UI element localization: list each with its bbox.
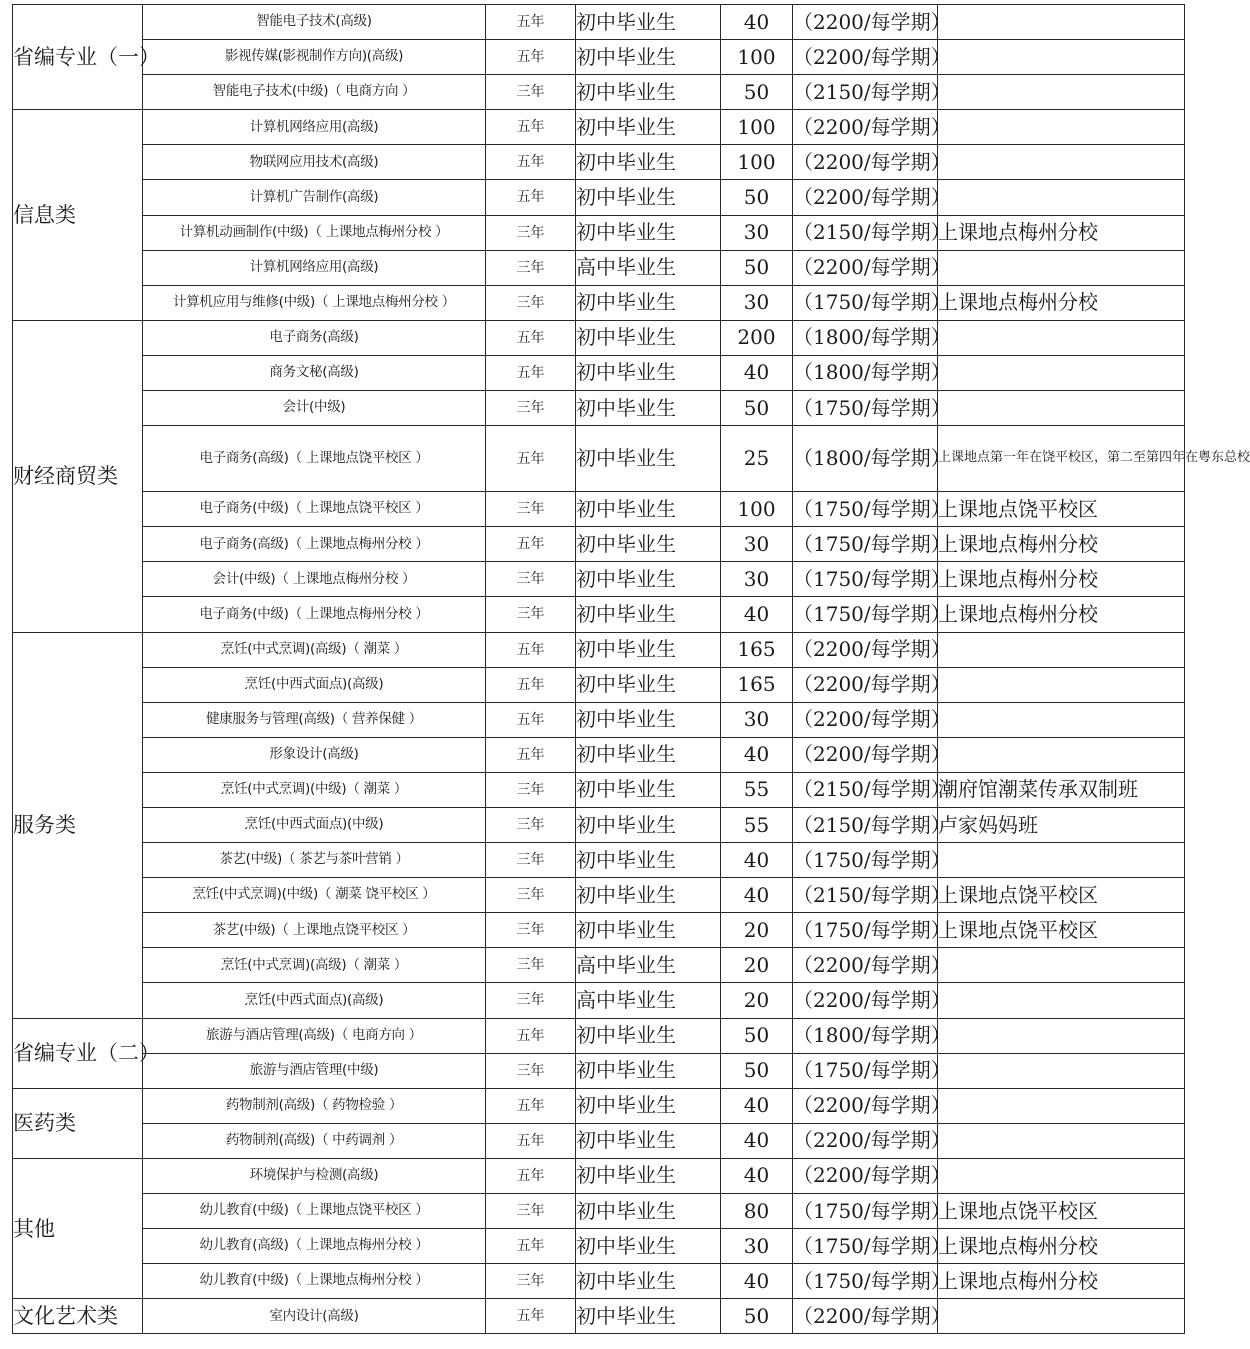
fee-cell: （2200/每学期） [793,948,938,983]
major-cell: 烹饪(中式烹调)(高级)（ 潮菜 ） [143,632,486,667]
major-cell: 电子商务(中级)（ 上课地点梅州分校 ） [143,597,486,632]
quota-cell: 30 [721,285,793,320]
table-row [13,1123,1185,1158]
major-cell: 计算机应用与维修(中级)（ 上课地点梅州分校 ） [143,285,486,320]
target-cell: 初中毕业生 [576,772,721,807]
table-row [13,667,1185,702]
table-row [13,702,1185,737]
note-cell [938,1299,1185,1334]
fee-cell: （2150/每学期） [793,215,938,250]
fee-cell: （1750/每学期） [793,843,938,878]
table-row [13,110,1185,145]
table-row [13,878,1185,913]
table-row [13,250,1185,285]
fee-cell: （2200/每学期） [793,702,938,737]
table-row [13,492,1185,527]
target-cell: 初中毕业生 [576,1053,721,1088]
target-cell: 初中毕业生 [576,597,721,632]
table-row [13,1088,1185,1123]
table-row [13,180,1185,215]
fee-cell: （2200/每学期） [793,1088,938,1123]
fee-cell: （2150/每学期） [793,772,938,807]
fee-cell: （2150/每学期） [793,807,938,842]
target-cell: 初中毕业生 [576,702,721,737]
note-cell [938,1123,1185,1158]
fee-cell: （2200/每学期） [793,632,938,667]
note-cell [938,948,1185,983]
duration-cell: 五年 [486,1158,576,1193]
target-cell: 初中毕业生 [576,632,721,667]
major-cell: 旅游与酒店管理(高级)（ 电商方向 ） [143,1018,486,1053]
note-cell [938,702,1185,737]
fee-cell: （2200/每学期） [793,1299,938,1334]
fee-cell: （2200/每学期） [793,250,938,285]
enrollment-table [12,4,1250,1334]
quota-cell: 40 [721,5,793,40]
fee-cell: （2200/每学期） [793,180,938,215]
major-cell: 烹饪(中式烹调)(中级)（ 潮菜 ） [143,772,486,807]
note-cell: 上课地点梅州分校 [938,285,1185,320]
quota-cell: 30 [721,1229,793,1264]
fee-cell: （1750/每学期） [793,527,938,562]
major-cell: 计算机广告制作(高级) [143,180,486,215]
quota-cell: 55 [721,807,793,842]
quota-cell: 80 [721,1194,793,1229]
duration-cell: 五年 [486,702,576,737]
target-cell: 初中毕业生 [576,320,721,355]
quota-cell: 30 [721,527,793,562]
duration-cell: 三年 [486,215,576,250]
table-row [13,215,1185,250]
fee-cell: （1750/每学期） [793,492,938,527]
major-cell: 健康服务与管理(高级)（ 营养保健 ） [143,702,486,737]
quota-cell: 30 [721,702,793,737]
table-row [13,1264,1185,1299]
target-cell: 初中毕业生 [576,527,721,562]
quota-cell: 50 [721,250,793,285]
note-cell: 上课地点饶平校区 [938,913,1185,948]
note-cell [938,180,1185,215]
fee-cell: （1750/每学期） [793,1229,938,1264]
target-cell: 初中毕业生 [576,110,721,145]
target-cell: 初中毕业生 [576,667,721,702]
duration-cell: 三年 [486,75,576,110]
note-cell [938,1053,1185,1088]
note-cell [938,983,1185,1018]
quota-cell: 40 [721,737,793,772]
duration-cell: 三年 [486,597,576,632]
table-row [13,1194,1185,1229]
major-cell: 计算机网络应用(高级) [143,250,486,285]
major-cell: 电子商务(高级) [143,320,486,355]
major-cell: 形象设计(高级) [143,737,486,772]
quota-cell: 40 [721,1123,793,1158]
fee-cell: （1750/每学期） [793,1053,938,1088]
major-cell: 幼儿教育(高级)（ 上课地点梅州分校 ） [143,1229,486,1264]
target-cell: 初中毕业生 [576,180,721,215]
target-cell: 初中毕业生 [576,1088,721,1123]
fee-cell: （1750/每学期） [793,1194,938,1229]
table-row [13,391,1185,426]
duration-cell: 五年 [486,355,576,390]
note-cell: 潮府馆潮菜传承双制班 [938,772,1185,807]
table-row [13,843,1185,878]
duration-cell: 五年 [486,737,576,772]
target-cell: 初中毕业生 [576,843,721,878]
category-cell: 财经商贸类 [13,320,143,632]
target-cell: 初中毕业生 [576,5,721,40]
fee-cell: （1750/每学期） [793,562,938,597]
duration-cell: 三年 [486,285,576,320]
table-row [13,75,1185,110]
quota-cell: 165 [721,632,793,667]
fee-cell: （2200/每学期） [793,145,938,180]
table-row [13,320,1185,355]
quota-cell: 200 [721,320,793,355]
note-cell [938,1158,1185,1193]
major-cell: 会计(中级) [143,391,486,426]
note-cell: 上课地点饶平校区 [938,1194,1185,1229]
major-cell: 幼儿教育(中级)（ 上课地点饶平校区 ） [143,1194,486,1229]
fee-cell: （1800/每学期） [793,426,938,492]
major-cell: 电子商务(中级)（ 上课地点饶平校区 ） [143,492,486,527]
quota-cell: 40 [721,1158,793,1193]
duration-cell: 五年 [486,145,576,180]
category-cell: 服务类 [13,632,143,1018]
target-cell: 初中毕业生 [576,1229,721,1264]
note-cell [938,1088,1185,1123]
duration-cell: 五年 [486,110,576,145]
duration-cell: 三年 [486,1053,576,1088]
major-cell: 茶艺(中级)（ 茶艺与茶叶营销 ） [143,843,486,878]
duration-cell: 三年 [486,878,576,913]
duration-cell: 三年 [486,843,576,878]
major-cell: 药物制剂(高级)（ 中药调剂 ） [143,1123,486,1158]
table-row [13,737,1185,772]
category-cell: 信息类 [13,110,143,321]
table-row [13,145,1185,180]
note-cell [938,110,1185,145]
major-cell: 电子商务(高级)（ 上课地点饶平校区 ） [143,426,486,492]
major-cell: 商务文秘(高级) [143,355,486,390]
fee-cell: （2150/每学期） [793,878,938,913]
duration-cell: 五年 [486,320,576,355]
major-cell: 烹饪(中西式面点)(高级) [143,667,486,702]
fee-cell: （1750/每学期） [793,913,938,948]
note-cell [938,843,1185,878]
quota-cell: 50 [721,180,793,215]
target-cell: 初中毕业生 [576,1158,721,1193]
duration-cell: 三年 [486,772,576,807]
table-row [13,772,1185,807]
target-cell: 初中毕业生 [576,1018,721,1053]
quota-cell: 50 [721,1018,793,1053]
fee-cell: （2200/每学期） [793,40,938,75]
fee-cell: （1750/每学期） [793,285,938,320]
target-cell: 初中毕业生 [576,391,721,426]
fee-cell: （2200/每学期） [793,110,938,145]
category-cell: 省编专业（二） [13,1018,143,1088]
major-cell: 药物制剂(高级)（ 药物检验 ） [143,1088,486,1123]
target-cell: 初中毕业生 [576,75,721,110]
major-cell: 计算机动画制作(中级)（ 上课地点梅州分校 ） [143,215,486,250]
category-cell: 省编专业（一） [13,5,143,110]
fee-cell: （2200/每学期） [793,5,938,40]
target-cell: 初中毕业生 [576,426,721,492]
quota-cell: 165 [721,667,793,702]
quota-cell: 40 [721,1088,793,1123]
fee-cell: （2200/每学期） [793,983,938,1018]
quota-cell: 100 [721,492,793,527]
fee-cell: （2150/每学期） [793,75,938,110]
target-cell: 初中毕业生 [576,355,721,390]
duration-cell: 三年 [486,983,576,1018]
major-cell: 环境保护与检测(高级) [143,1158,486,1193]
target-cell: 高中毕业生 [576,983,721,1018]
quota-cell: 50 [721,75,793,110]
target-cell: 初中毕业生 [576,1264,721,1299]
table-row [13,807,1185,842]
target-cell: 初中毕业生 [576,807,721,842]
target-cell: 初中毕业生 [576,215,721,250]
note-cell: 上课地点饶平校区 [938,878,1185,913]
quota-cell: 40 [721,355,793,390]
note-cell: 上课地点梅州分校 [938,215,1185,250]
major-cell: 幼儿教育(中级)（ 上课地点梅州分校 ） [143,1264,486,1299]
major-cell: 烹饪(中式烹调)(高级)（ 潮菜 ） [143,948,486,983]
table-row [13,632,1185,667]
note-cell: 上课地点梅州分校 [938,562,1185,597]
note-cell: 上课地点梅州分校 [938,1229,1185,1264]
note-cell [938,667,1185,702]
quota-cell: 30 [721,215,793,250]
table-row [13,1229,1185,1264]
major-cell: 旅游与酒店管理(中级) [143,1053,486,1088]
target-cell: 初中毕业生 [576,878,721,913]
enrollment-table-body [13,5,1250,1334]
fee-cell: （1750/每学期） [793,1264,938,1299]
quota-cell: 100 [721,40,793,75]
duration-cell: 五年 [486,1018,576,1053]
major-cell: 物联网应用技术(高级) [143,145,486,180]
target-cell: 初中毕业生 [576,1123,721,1158]
target-cell: 初中毕业生 [576,1299,721,1334]
quota-cell: 50 [721,391,793,426]
fee-cell: （1750/每学期） [793,597,938,632]
target-cell: 初中毕业生 [576,737,721,772]
table-row [13,40,1185,75]
duration-cell: 五年 [486,5,576,40]
quota-cell: 30 [721,562,793,597]
note-cell [938,75,1185,110]
table-row [13,1018,1185,1053]
quota-cell: 25 [721,426,793,492]
major-cell: 智能电子技术(中级)（ 电商方向 ） [143,75,486,110]
table-row [13,1299,1185,1334]
duration-cell: 三年 [486,1194,576,1229]
duration-cell: 五年 [486,40,576,75]
table-row [13,597,1185,632]
fee-cell: （1800/每学期） [793,1018,938,1053]
duration-cell: 五年 [486,632,576,667]
quota-cell: 40 [721,1264,793,1299]
quota-cell: 100 [721,145,793,180]
major-cell: 烹饪(中式烹调)(中级)（ 潮菜 饶平校区 ） [143,878,486,913]
quota-cell: 20 [721,948,793,983]
duration-cell: 五年 [486,180,576,215]
table-row [13,562,1185,597]
fee-cell: （1800/每学期） [793,320,938,355]
fee-cell: （1800/每学期） [793,355,938,390]
note-cell: 上课地点梅州分校 [938,597,1185,632]
target-cell: 初中毕业生 [576,40,721,75]
major-cell: 会计(中级)（ 上课地点梅州分校 ） [143,562,486,597]
duration-cell: 五年 [486,426,576,492]
target-cell: 初中毕业生 [576,145,721,180]
duration-cell: 三年 [486,1264,576,1299]
fee-cell: （2200/每学期） [793,667,938,702]
quota-cell: 55 [721,772,793,807]
target-cell: 初中毕业生 [576,913,721,948]
quota-cell: 40 [721,878,793,913]
fee-cell: （2200/每学期） [793,737,938,772]
major-cell: 烹饪(中西式面点)(高级) [143,983,486,1018]
major-cell: 影视传媒(影视制作方向)(高级) [143,40,486,75]
quota-cell: 20 [721,913,793,948]
target-cell: 初中毕业生 [576,285,721,320]
duration-cell: 三年 [486,948,576,983]
table-row [13,5,1185,40]
category-cell: 医药类 [13,1088,143,1158]
duration-cell: 三年 [486,250,576,285]
major-cell: 电子商务(高级)（ 上课地点梅州分校 ） [143,527,486,562]
major-cell: 智能电子技术(高级) [143,5,486,40]
major-cell: 室内设计(高级) [143,1299,486,1334]
note-cell [938,5,1185,40]
duration-cell: 五年 [486,1123,576,1158]
note-cell: 上课地点梅州分校 [938,527,1185,562]
duration-cell: 五年 [486,1229,576,1264]
duration-cell: 三年 [486,807,576,842]
quota-cell: 50 [721,1299,793,1334]
note-cell [938,391,1185,426]
quota-cell: 40 [721,843,793,878]
duration-cell: 五年 [486,667,576,702]
category-cell: 其他 [13,1158,143,1298]
duration-cell: 三年 [486,913,576,948]
note-cell: 上课地点饶平校区 [938,492,1185,527]
target-cell: 初中毕业生 [576,492,721,527]
target-cell: 高中毕业生 [576,948,721,983]
duration-cell: 五年 [486,1299,576,1334]
note-cell [938,1018,1185,1053]
fee-cell: （1750/每学期） [793,391,938,426]
quota-cell: 100 [721,110,793,145]
duration-cell: 五年 [486,527,576,562]
table-row [13,355,1185,390]
quota-cell: 50 [721,1053,793,1088]
target-cell: 初中毕业生 [576,562,721,597]
duration-cell: 五年 [486,1088,576,1123]
major-cell: 计算机网络应用(高级) [143,110,486,145]
fee-cell: （2200/每学期） [793,1123,938,1158]
table-row [13,285,1185,320]
table-row [13,527,1185,562]
table-row [13,426,1185,492]
major-cell: 茶艺(中级)（ 上课地点饶平校区 ） [143,913,486,948]
note-cell [938,320,1185,355]
target-cell: 高中毕业生 [576,250,721,285]
table-row [13,983,1185,1018]
table-row [13,1053,1185,1088]
duration-cell: 三年 [486,492,576,527]
table-row [13,1158,1185,1193]
note-cell [938,355,1185,390]
note-cell: 卢家妈妈班 [938,807,1185,842]
note-cell [938,40,1185,75]
note-cell [938,632,1185,667]
major-cell: 烹饪(中西式面点)(中级) [143,807,486,842]
table-row [13,948,1185,983]
target-cell: 初中毕业生 [576,1194,721,1229]
note-cell [938,250,1185,285]
note-cell: 上课地点梅州分校 [938,1264,1185,1299]
duration-cell: 三年 [486,391,576,426]
quota-cell: 20 [721,983,793,1018]
fee-cell: （2200/每学期） [793,1158,938,1193]
duration-cell: 三年 [486,562,576,597]
table-row [13,913,1185,948]
note-cell: 上课地点第一年在饶平校区，第二至第四年在粤东总校 [938,426,1185,492]
category-cell: 文化艺术类 [13,1299,143,1334]
note-cell [938,145,1185,180]
quota-cell: 40 [721,597,793,632]
note-cell [938,737,1185,772]
